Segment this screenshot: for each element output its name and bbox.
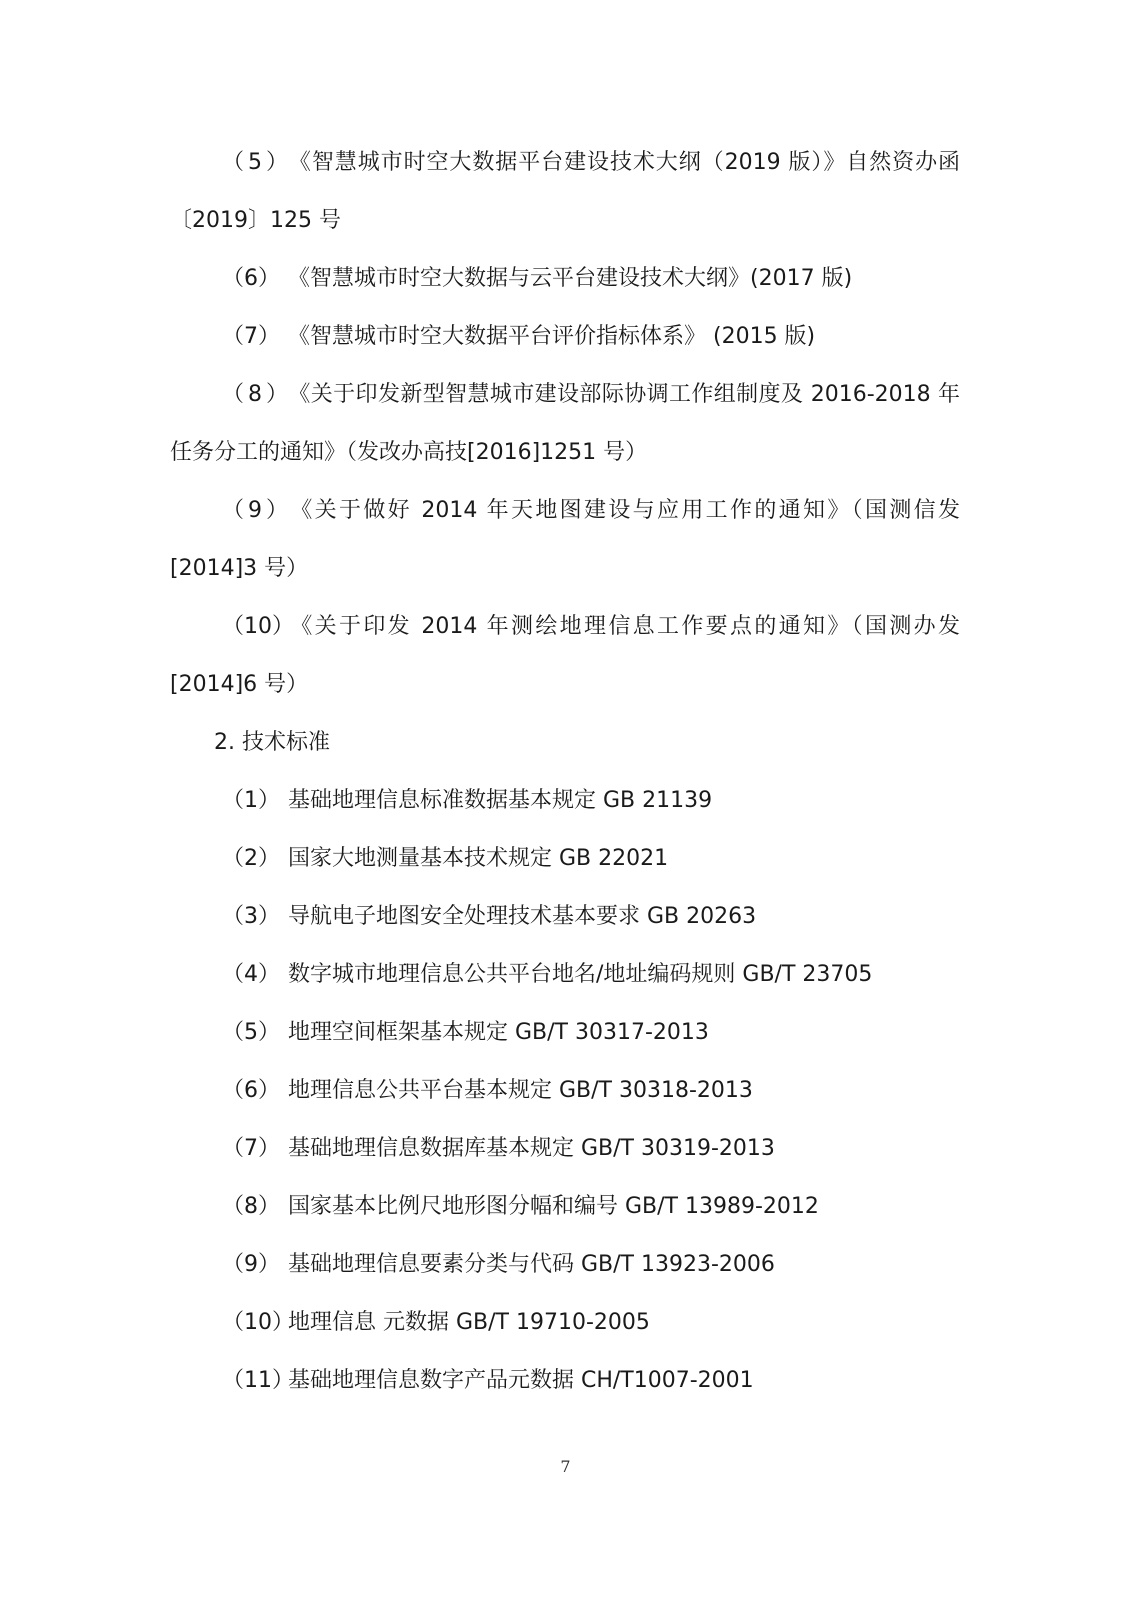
- list-item: [222, 612, 960, 642]
- item-text: 《智慧城市时空大数据平台评价指标体系》 (2015 版): [288, 324, 816, 349]
- item-number: （9）: [222, 498, 288, 523]
- list-item: [222, 380, 960, 410]
- item-number: （8）: [222, 1194, 280, 1219]
- item-text: 《智慧城市时空大数据与云平台建设技术大纲》(2017 版): [288, 266, 853, 291]
- list-item: [222, 496, 960, 526]
- item-number: （3）: [222, 904, 280, 929]
- item-text: 地理信息公共平台基本规定 GB/T 30318-2013: [288, 1078, 753, 1103]
- item-text: 数字城市地理信息公共平台地名/地址编码规则 GB/T 23705: [288, 962, 873, 987]
- item-number: （6）: [222, 266, 280, 291]
- item-continuation: 〔2019〕125 号: [170, 208, 341, 233]
- item-text: 国家大地测量基本技术规定 GB 22021: [288, 846, 669, 871]
- item-number: （10）: [222, 1310, 294, 1335]
- item-text: 基础地理信息数据库基本规定 GB/T 30319-2013: [288, 1136, 775, 1161]
- item-text: 基础地理信息数字产品元数据 CH/T1007-2001: [288, 1368, 754, 1393]
- item-number: （6）: [222, 1078, 280, 1103]
- item-number: （5）: [222, 150, 288, 175]
- item-number: （11）: [222, 1368, 294, 1393]
- section-heading: 2. 技术标准: [214, 730, 330, 755]
- list-item: [222, 1018, 1012, 1048]
- item-number: （5）: [222, 1020, 280, 1045]
- item-text: 导航电子地图安全处理技术基本要求 GB 20263: [288, 904, 757, 929]
- item-number: （10）: [222, 614, 294, 639]
- item-continuation: [2014]6 号）: [170, 672, 309, 697]
- item-number: （7）: [222, 324, 280, 349]
- item-text: 国家基本比例尺地形图分幅和编号 GB/T 13989-2012: [288, 1194, 819, 1219]
- list-item: [222, 1134, 1012, 1164]
- item-number: （7）: [222, 1136, 280, 1161]
- item-number: （4）: [222, 962, 280, 987]
- item-text: 基础地理信息标准数据基本规定 GB 21139: [288, 788, 713, 813]
- list-item: [222, 1076, 1012, 1106]
- list-item: [222, 322, 1012, 352]
- item-number: （1）: [222, 788, 280, 813]
- list-item: [222, 1308, 1012, 1338]
- list-item: [222, 1192, 1012, 1222]
- item-continuation: [2014]3 号）: [170, 556, 309, 581]
- list-item: [222, 844, 1012, 874]
- item-number: （9）: [222, 1252, 280, 1277]
- item-text: 《关于做好 2014 年天地图建设与应用工作的通知》（国测信发: [288, 498, 960, 523]
- item-number: （2）: [222, 846, 280, 871]
- list-item: [222, 148, 960, 178]
- page-number: 7: [560, 1457, 571, 1476]
- item-text: 《关于印发 2014 年测绘地理信息工作要点的通知》（国测办发: [288, 614, 960, 639]
- list-item: [222, 960, 1012, 990]
- item-text: 《关于印发新型智慧城市建设部际协调工作组制度及 2016-2018 年: [288, 382, 960, 407]
- list-item: [222, 902, 1012, 932]
- list-item: [222, 264, 1012, 294]
- item-text: 地理信息 元数据 GB/T 19710-2005: [288, 1310, 650, 1335]
- item-continuation: 任务分工的通知》（发改办高技[2016]1251 号）: [170, 440, 648, 465]
- list-item: [222, 1250, 1012, 1280]
- list-item: [222, 786, 1012, 816]
- list-item: [222, 1366, 1012, 1396]
- item-text: 基础地理信息要素分类与代码 GB/T 13923-2006: [288, 1252, 775, 1277]
- item-number: （8）: [222, 382, 288, 407]
- item-text: 《智慧城市时空大数据平台建设技术大纲（2019 版）》自然资办函: [288, 150, 960, 175]
- item-text: 地理空间框架基本规定 GB/T 30317-2013: [288, 1020, 709, 1045]
